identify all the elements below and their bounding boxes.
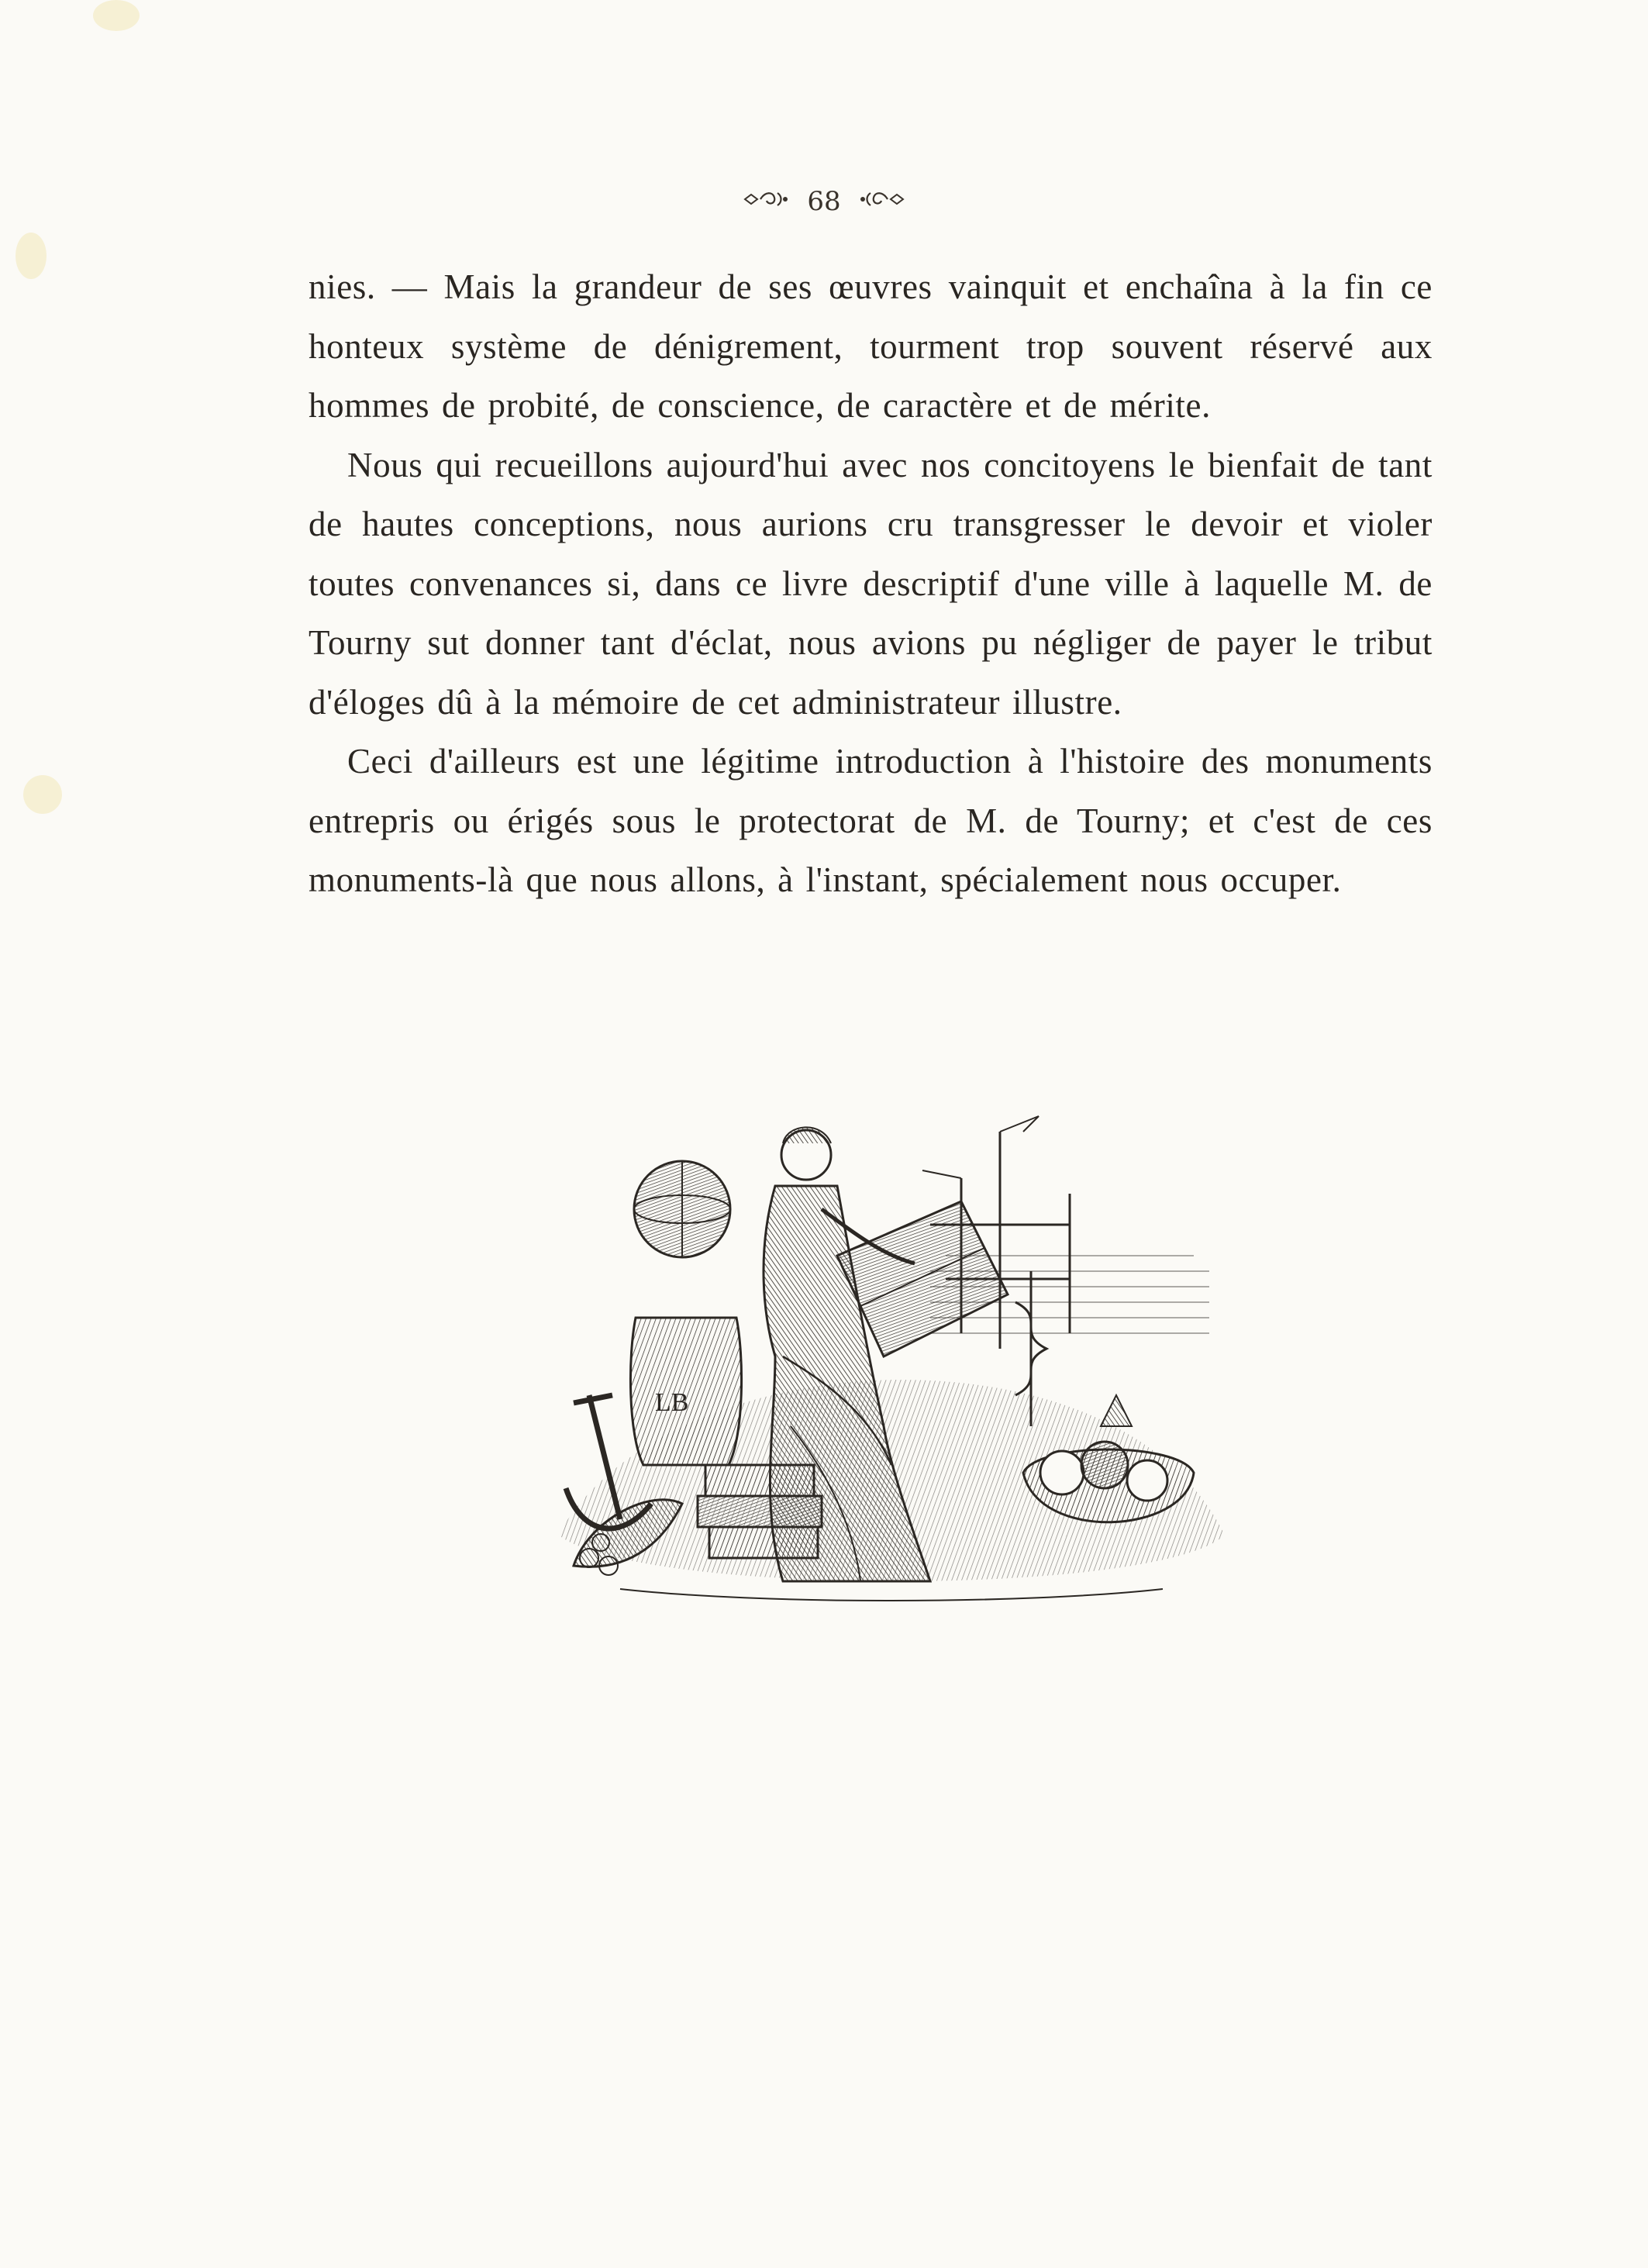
paper-stain	[16, 233, 47, 279]
body-text	[309, 257, 1433, 910]
left-ornament-icon	[743, 186, 790, 217]
paper-stain	[23, 775, 62, 814]
page-header	[0, 186, 1648, 217]
allegorical-figure-icon	[764, 1127, 930, 1581]
page-number: 68	[807, 186, 841, 217]
bale-icon	[630, 1318, 741, 1465]
paragraph: nies. — Mais la grandeur de ses œuvres vainquit et enchaîna à la fin ce honteux système de dénigrement, tourment trop souvent réservé aux hommes de probité, de conscience, de caractère et de mérite.	[309, 267, 1433, 425]
globe-icon	[634, 1161, 730, 1257]
bale-monogram: LB	[655, 1388, 689, 1417]
paragraph: Nous qui recueillons aujourd'hui avec nos concitoyens le bienfait de tant de hautes conceptions, nous aurions cru transgresser le devoir et violer toutes convenances si, dans ce livre descriptif d'une ville à laquelle M. de Tourny sut donner tant d'éclat, nous avions pu négliger de payer le tribut d'éloges dû à la mémoire de cet administrateur illustre.	[309, 445, 1433, 722]
vignette-illustration	[527, 1101, 1248, 1612]
right-ornament-icon	[858, 186, 905, 217]
engraved-vignette	[527, 1101, 1248, 1612]
paper-stain	[93, 0, 140, 31]
paragraph: Ceci d'ailleurs est une légitime introduction à l'histoire des monuments entrepris ou érigés sous le protectorat de M. de Tourny; et c'est de ces monuments-là que nous allons, à l'instant, spécialement nous occuper.	[309, 742, 1433, 899]
